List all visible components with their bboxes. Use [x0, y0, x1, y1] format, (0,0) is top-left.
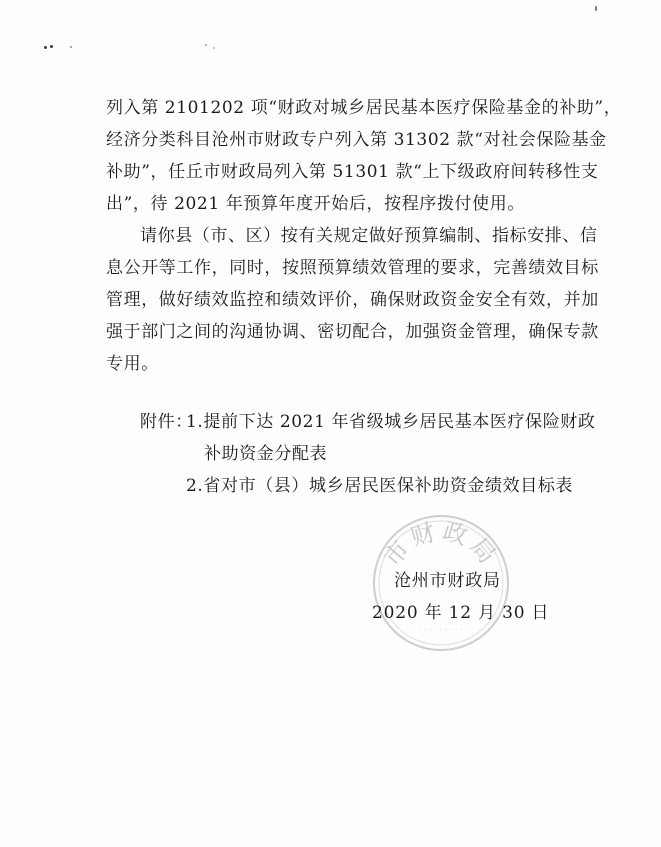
- scan-speck: [50, 45, 53, 48]
- body-line: 列入第 2101202 项“财政对城乡居民基本医疗保险基金的补助”，: [106, 98, 622, 118]
- body-line: 出”，待 2021 年预算年度开始后，按程序拨付使用。: [106, 194, 525, 214]
- signature-date: 2020 年 12 月 30 日: [372, 603, 550, 623]
- body-line: 补助”，任丘市财政局列入第 51301 款“上下级政府间转移性支: [106, 162, 599, 182]
- attachments-label: 附件：: [140, 412, 193, 432]
- body-line: 息公开等工作，同时，按照预算绩效管理的要求，完善绩效目标: [106, 258, 599, 278]
- body-line: 管理，做好绩效监控和绩效评价，确保财政资金安全有效，并加: [106, 290, 599, 310]
- body-line: 经济分类科目沧州市财政专户列入第 31302 款“对社会保险基金: [106, 130, 607, 150]
- attachment-item-1: 1.提前下达 2021 年省级城乡居民基本医疗保险财政: [186, 412, 596, 432]
- body-line: 强于部门之间的沟通协调、密切配合，加强资金管理，确保专款: [106, 322, 599, 342]
- signature-organization: 沧州市财政局: [394, 571, 501, 591]
- body-line: 专用。: [106, 354, 159, 374]
- scan-speck: [70, 46, 72, 48]
- attachment-item-1-continued: 补助资金分配表: [204, 444, 328, 464]
- svg-text:·········: ·········: [417, 626, 465, 634]
- attachment-item-2: 2.省对市（县）城乡居民医保补助资金绩效目标表: [186, 476, 574, 496]
- scan-speck: [213, 47, 215, 49]
- scan-speck: [44, 46, 47, 49]
- body-line: 请你县（市、区）按有关规定做好预算编制、指标安排、信: [140, 226, 598, 246]
- svg-text:市财政局: 市财政局: [378, 516, 504, 572]
- scan-speck: [205, 44, 207, 46]
- scan-speck: [595, 6, 597, 11]
